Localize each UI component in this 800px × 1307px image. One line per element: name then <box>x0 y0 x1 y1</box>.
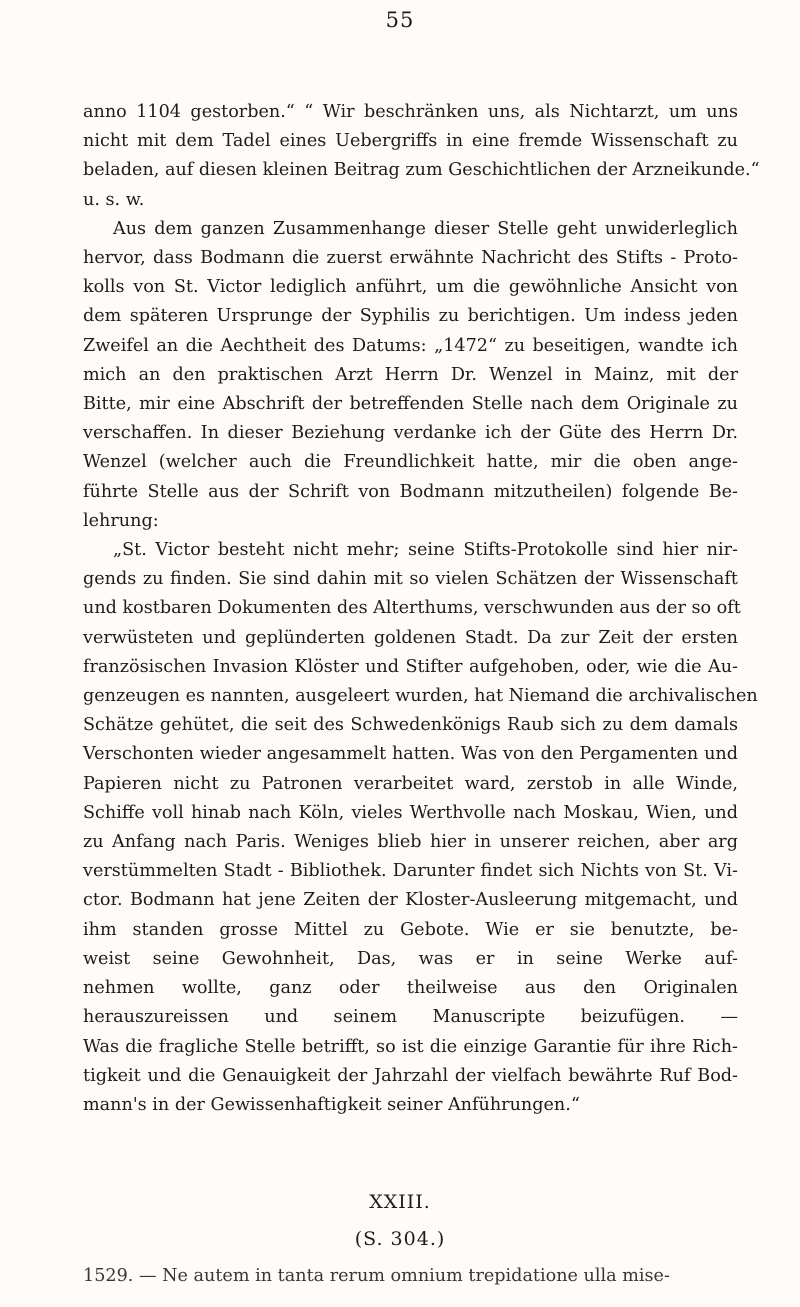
text-line: nehmen wollte, ganz oder theilweise aus den Originalen <box>83 978 738 999</box>
text-line: zu Anfang nach Paris. Weniges blieb hier in unserer reichen, aber arg <box>83 832 738 853</box>
text-line: führte Stelle aus der Schrift von Bodmann mitzutheilen) folgende Be- <box>83 481 738 502</box>
text-line: genzeugen es nannten, ausgeleert wurden, hat Niemand die archivalischen <box>83 686 758 707</box>
text-line: herauszureissen und seinem Manuscripte beizufügen. — <box>83 1007 738 1028</box>
text-line: lehrung: <box>83 510 159 531</box>
text-line: verstümmelten Stadt - Bibliothek. Darunter findet sich Nichts von St. Vi- <box>83 861 738 882</box>
text-line: Papieren nicht zu Patronen verarbeitet ward, zerstob in alle Winde, <box>83 773 738 794</box>
text-line: mich an den praktischen Arzt Herrn Dr. Wenzel in Mainz, mit der <box>83 364 738 385</box>
text-line: weist seine Gewohnheit, Das, was er in seine Werke auf- <box>83 948 738 969</box>
text-line: Verschonten wieder angesammelt hatten. Was von den Pergamenten und <box>83 744 738 765</box>
text-line: Wenzel (welcher auch die Freundlichkeit hatte, mir die oben ange- <box>83 452 738 473</box>
text-line: „St. Victor besteht nicht mehr; seine Stifts-Protokolle sind hier nir- <box>113 540 738 561</box>
text-line: kolls von St. Victor lediglich anführt, um die gewöhnliche Ansicht von <box>83 277 738 298</box>
text-line: u. s. w. <box>83 189 145 210</box>
text-line: Zweifel an die Aechtheit des Datums: „1472“ zu beseitigen, wandte ich <box>83 335 738 356</box>
text-line: hervor, dass Bodmann die zuerst erwähnte Nachricht des Stifts - Proto- <box>83 248 738 269</box>
section-reference: (S. 304.) <box>354 1228 446 1250</box>
text-line: gends zu finden. Sie sind dahin mit so vielen Schätzen der Wissenschaft <box>83 569 738 590</box>
text-line: verwüsteten und geplünderten goldenen Stadt. Da zur Zeit der ersten <box>83 627 738 648</box>
text-line: ctor. Bodmann hat jene Zeiten der Kloster-Ausleerung mitgemacht, und <box>83 890 738 911</box>
text-line: ihm standen grosse Mittel zu Gebote. Wie er sie benutzte, be- <box>83 919 738 940</box>
text-line: tigkeit und die Genauigkeit der Jahrzahl der vielfach bewährte Ruf Bod- <box>83 1065 738 1086</box>
text-line: dem späteren Ursprunge der Syphilis zu berichtigen. Um indess jeden <box>83 306 738 327</box>
text-line: nicht mit dem Tadel eines Uebergriffs in eine fremde Wissenschaft zu <box>83 131 738 152</box>
text-line: Schiffe voll hinab nach Köln, vieles Werthvolle nach Moskau, Wien, und <box>83 802 738 823</box>
body-text <box>83 98 760 1120</box>
text-line: beladen, auf diesen kleinen Beitrag zum Geschichtlichen der Arzneikunde.“ <box>83 160 760 181</box>
text-line: und kostbaren Dokumenten des Alterthums, verschwunden aus der so oft <box>83 598 741 619</box>
text-line: verschaffen. In dieser Beziehung verdanke ich der Güte des Herrn Dr. <box>83 423 738 444</box>
text-line: Was die fragliche Stelle betrifft, so ist die einzige Garantie für ihre Rich- <box>83 1036 738 1057</box>
section-numeral: XXIII. <box>369 1191 431 1213</box>
page-number: 55 <box>385 8 415 32</box>
text-line: französischen Invasion Klöster und Stifter aufgehoben, oder, wie die Au- <box>83 656 738 677</box>
text-line: Aus dem ganzen Zusammenhange dieser Stelle geht unwiderleglich <box>113 218 738 239</box>
final-text-line: 1529. — Ne autem in tanta rerum omnium trepidatione ulla mise- <box>83 1266 670 1286</box>
text-line: mann's in der Gewissenhaftigkeit seiner Anführungen.“ <box>83 1094 580 1115</box>
text-line: anno 1104 gestorben.“ “ Wir beschränken uns, als Nichtarzt, um uns <box>83 102 738 122</box>
text-line: Bitte, mir eine Abschrift der betreffenden Stelle nach dem Originale zu <box>83 394 738 415</box>
text-line: Schätze gehütet, die seit des Schwedenkönigs Raub sich zu dem damals <box>83 715 738 736</box>
